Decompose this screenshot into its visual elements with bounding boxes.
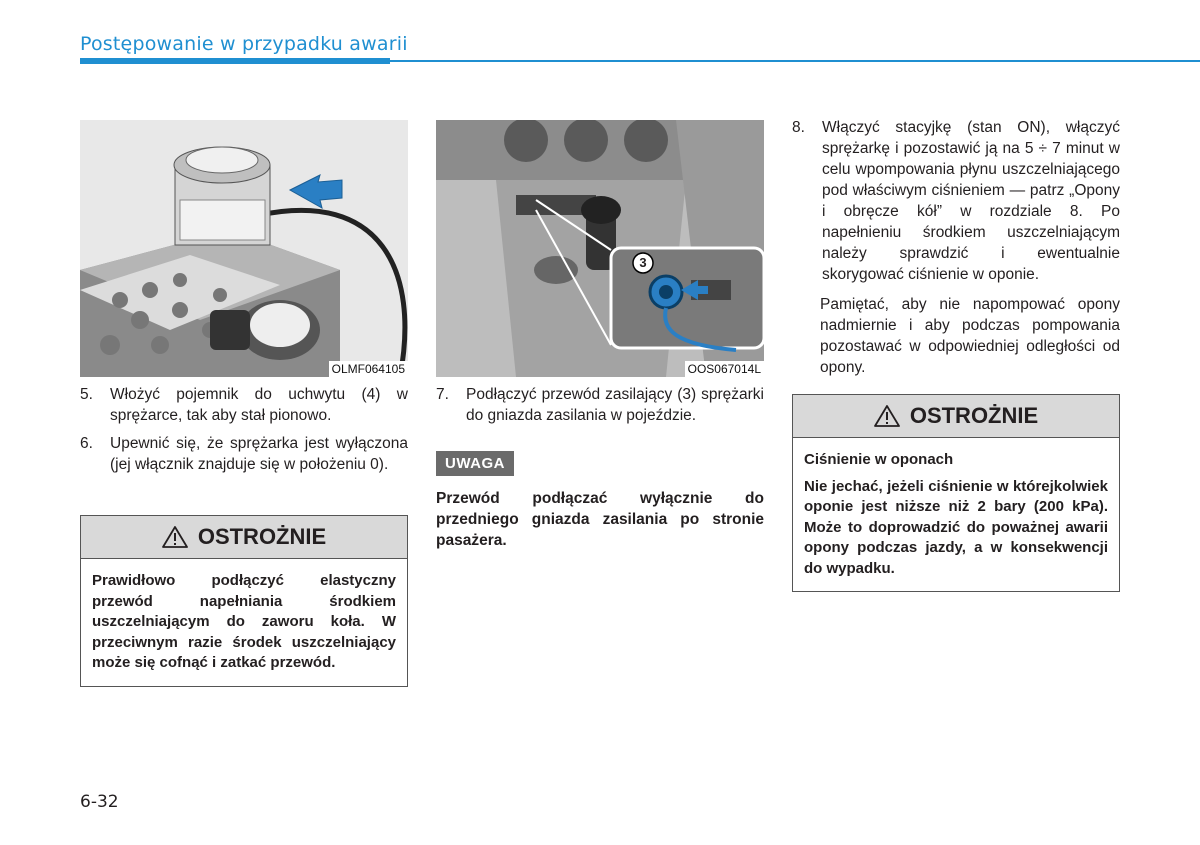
caution-title: OSTROŻNIE — [197, 524, 327, 549]
step-7 — [436, 384, 764, 426]
warning-triangle-icon — [162, 525, 188, 549]
left-column — [80, 384, 408, 475]
warning-paragraph: Pamiętać, aby nie napompować opony nadmiernie i aby podczas pompowania pozostawać w odpowiedniej odległości od opony. — [820, 296, 1120, 376]
page-header-title: Postępowanie w przypadku awarii — [80, 33, 408, 55]
warning-triangle-icon — [874, 404, 900, 428]
caution-header — [81, 516, 407, 559]
callout-number: 3 — [639, 255, 647, 270]
caution-title: OSTROŻNIE — [909, 403, 1039, 428]
step-6 — [80, 433, 408, 475]
step-number: 5. — [80, 386, 93, 403]
step-text: Podłączyć przewód zasilający (3) sprężarki do gniazda zasilania w pojeździe. — [466, 386, 764, 424]
middle-column — [436, 384, 764, 426]
dashboard-illustration — [436, 120, 764, 377]
step-number: 6. — [80, 435, 93, 452]
right-column — [792, 117, 1120, 378]
header-rule-accent — [80, 58, 390, 64]
figure-compressor-bottle — [80, 120, 408, 377]
compressor-illustration — [80, 120, 408, 377]
caution-text: Nie jechać, jeżeli ciśnienie w którejkolwiek oponie jest niższe niż 2 bary (200 kPa). Może to doprowadzić do poważnej awarii opony podczas jazdy, a w konsekwencji do wypadku. — [804, 477, 1108, 577]
caution-box-pressure — [792, 394, 1120, 592]
step-text: Upewnić się, że sprężarka jest wyłączona (jej włącznik znajduje się w położeniu 0). — [110, 435, 408, 473]
caution-header — [793, 395, 1119, 438]
step-text: Włożyć pojemnik do uchwytu (4) w sprężarce, tak aby stał pionowo. — [110, 386, 408, 424]
figure-power-outlet — [436, 120, 764, 377]
step-8 — [792, 117, 1120, 285]
page-number: 6-32 — [80, 792, 119, 812]
step-5 — [80, 384, 408, 426]
caution-subtitle: Ciśnienie w oponach — [804, 451, 954, 468]
step-number: 7. — [436, 386, 449, 403]
figure-code: OOS067014L — [685, 361, 764, 377]
caution-box-hose — [80, 515, 408, 687]
caution-body: Prawidłowo podłączyć elastyczny przewód napełniania środkiem uszczelniającym do zaworu koła. W przeciwnym razie środek uszczelniający może się cofnąć i zatkać przewód. — [92, 572, 396, 671]
step-number: 8. — [792, 119, 805, 136]
note-text: Przewód podłączać wyłącznie do przedniego gniazda zasilania po stronie pasażera. — [436, 490, 764, 549]
figure-code: OLMF064105 — [329, 361, 408, 377]
caution-body — [793, 438, 1119, 591]
step-text: Włączyć stacyjkę (stan ON), włączyć sprężarkę i pozostawić ją na 5 ÷ 7 minut w celu wpompowania płynu uszczelniającego pod właściwym ciśnieniem — patrz „Opony i obręcze kół” w rozdziale 8. Po napełnieniu środkiem uszczelniającym należy sprawdzić i ewentualnie skorygować ciśnienie w oponie. — [822, 119, 1120, 283]
note-badge: UWAGA — [436, 451, 514, 476]
